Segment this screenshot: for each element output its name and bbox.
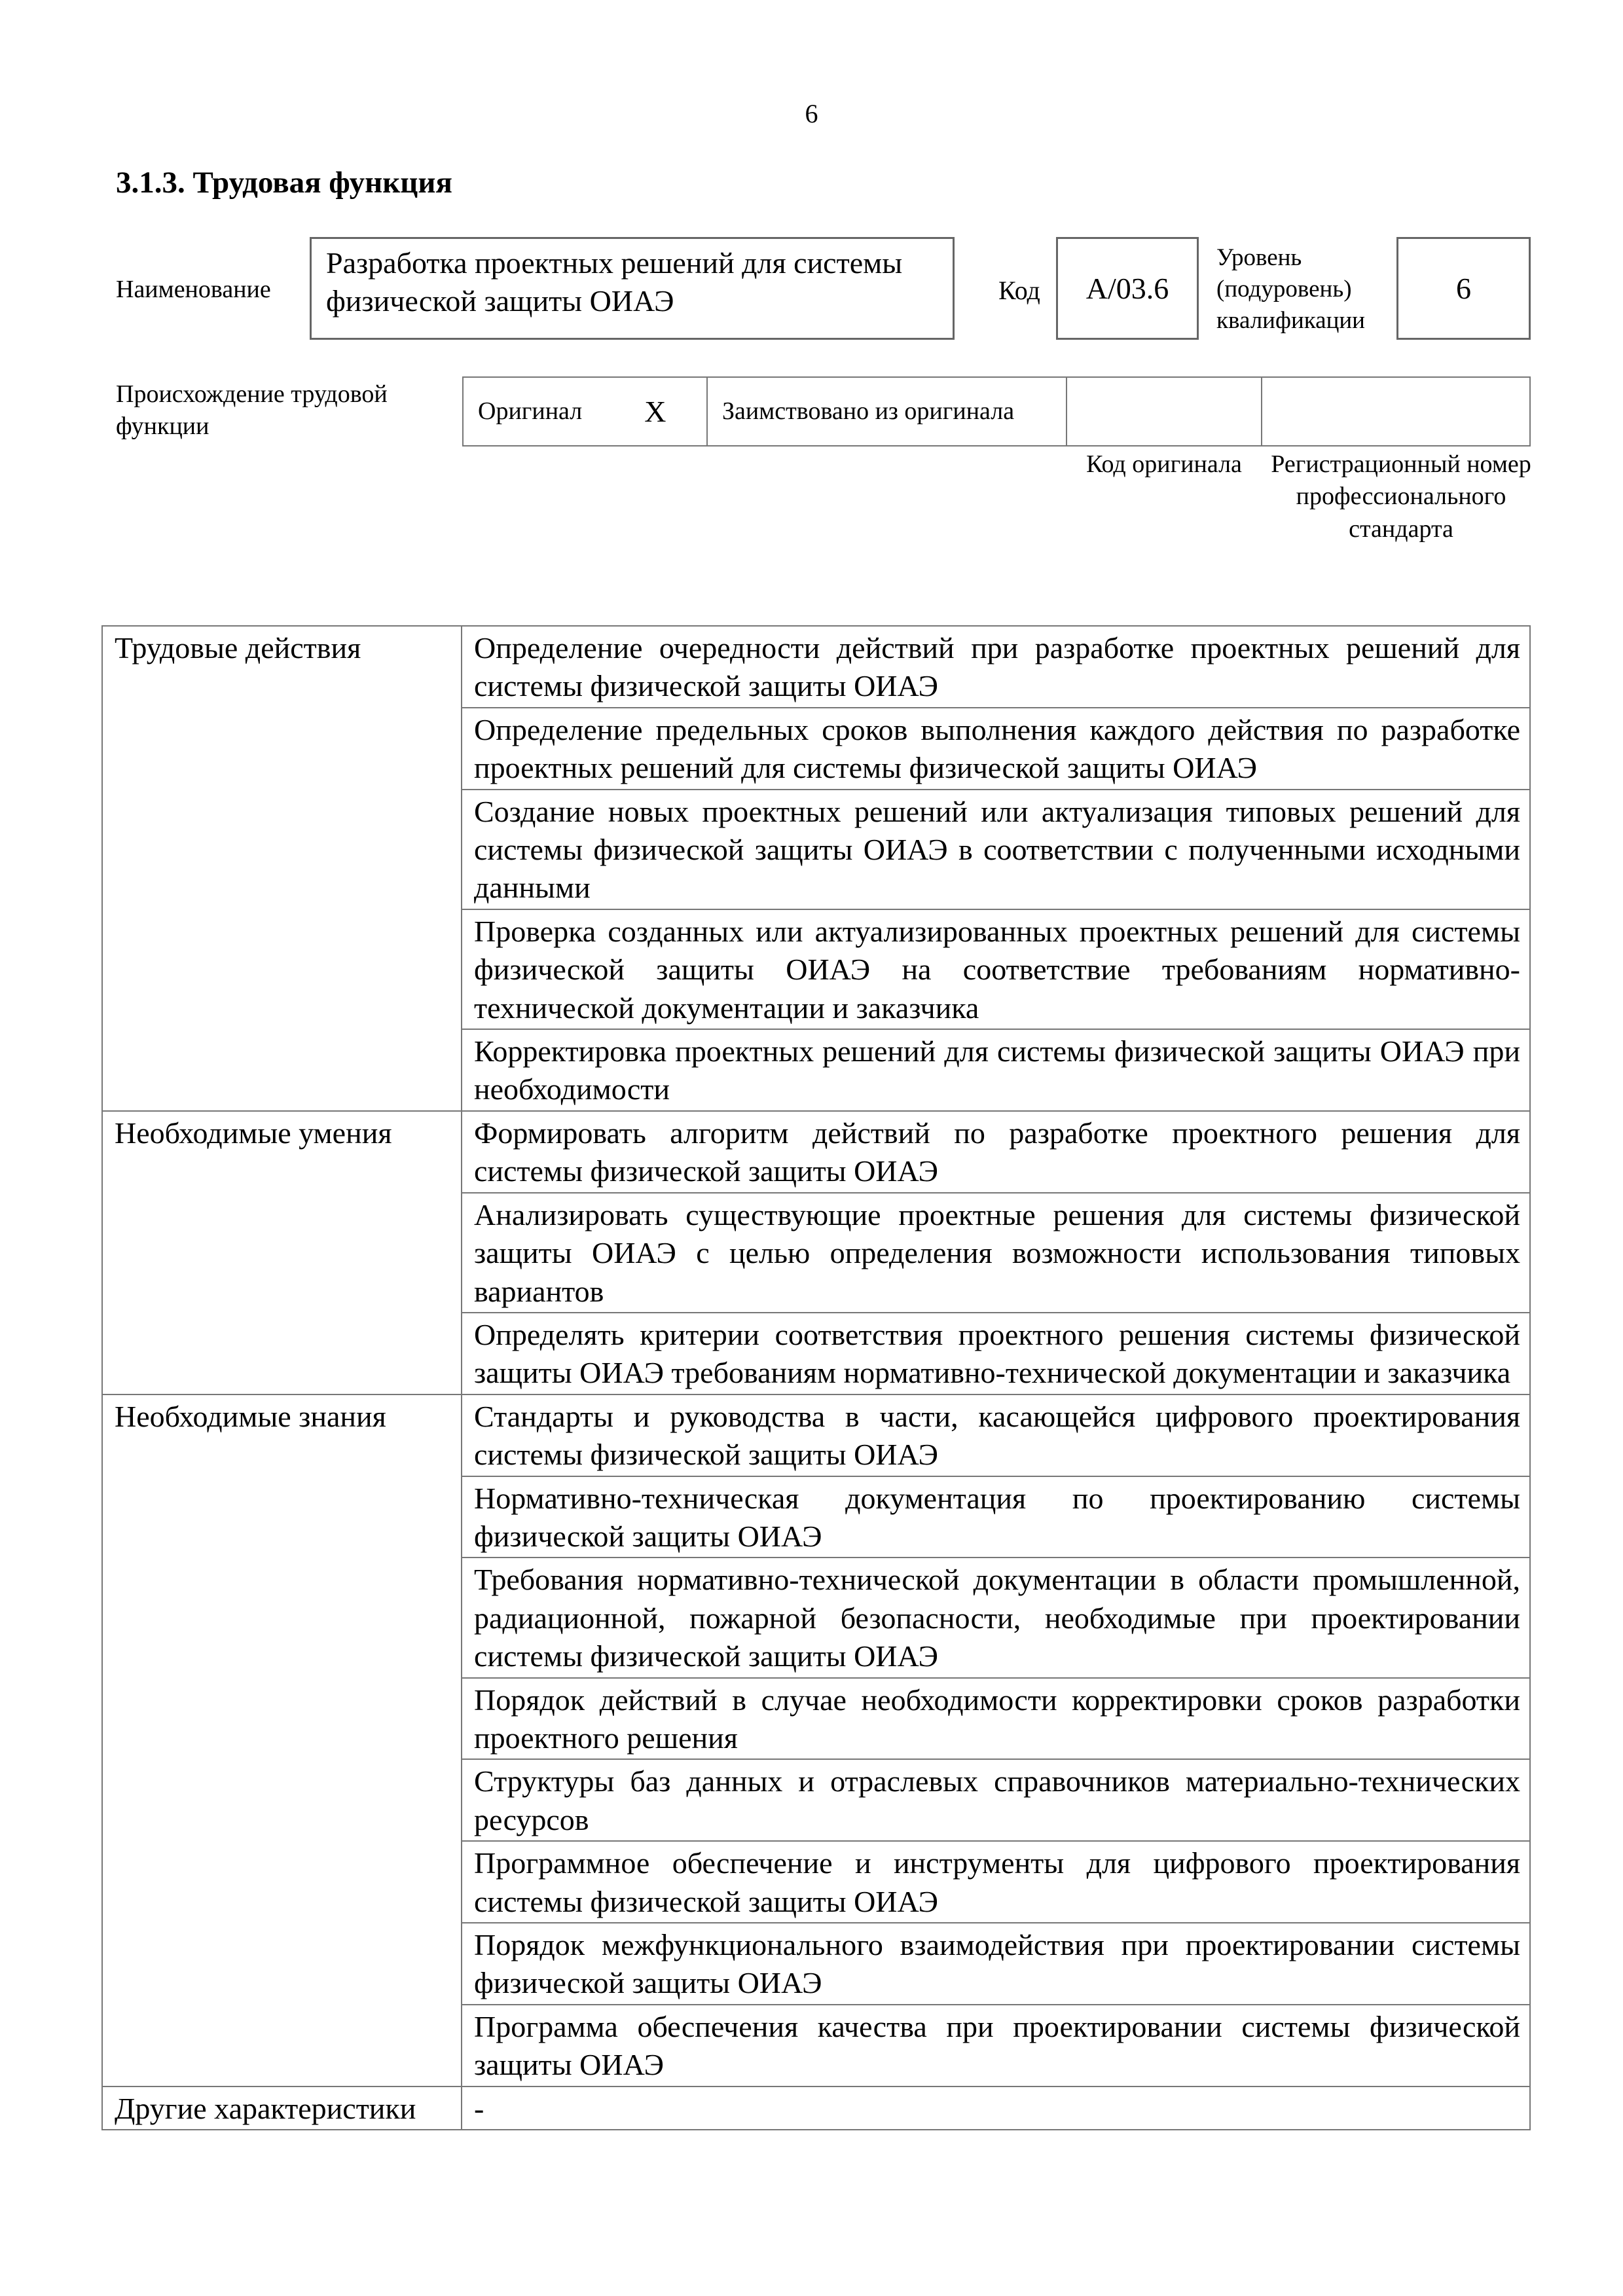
table-row — [102, 1111, 1530, 1193]
table-cell: Порядок действий в случае необходимости корректировки сроков разработки проектного решения — [462, 1678, 1530, 1760]
table-cell: Определение предельных сроков выполнения каждого действия по разработке проектных решений для системы физической защиты ОИАЭ — [462, 708, 1530, 790]
code-original-caption: Код оригинала — [1086, 450, 1242, 478]
level-value-box — [1396, 237, 1531, 340]
page-number: 6 — [805, 99, 818, 128]
section-label: Необходимые умения — [102, 1111, 462, 1394]
code-value: A/03.6 — [1085, 271, 1169, 305]
table-cell: Проверка созданных или актуализированных проектных решений для системы физической защиты ОИАЭ на соответствие требованиям нормативно-технической документации и заказчика — [462, 909, 1530, 1029]
table-cell: Порядок межфункционального взаимодействия при проектировании системы физической защиты ОИАЭ — [462, 1923, 1530, 2005]
function-table — [101, 625, 1531, 2130]
table-cell: Анализировать существующие проектные решения для системы физической защиты ОИАЭ с целью определения возможности использования типовых вариантов — [462, 1193, 1530, 1313]
original-label: Оригинал — [478, 397, 583, 425]
origin-label: Происхождение трудовой функции — [116, 380, 388, 441]
table-row — [102, 2086, 1530, 2130]
code-original-cell — [1066, 376, 1262, 446]
original-cell — [462, 376, 708, 446]
reg-number-cell — [1261, 376, 1531, 446]
level-value: 6 — [1456, 271, 1471, 305]
level-label: Уровень (подуровень) квалификации — [1216, 244, 1365, 335]
table-cell: Создание новых проектных решений или актуализация типовых решений для системы физической защиты ОИАЭ в соответствии с полученными исходными данными — [462, 790, 1530, 909]
name-value-box — [310, 237, 955, 340]
table-cell: - — [462, 2086, 1530, 2130]
table-cell: Корректировка проектных решений для системы физической защиты ОИАЭ при необходимости — [462, 1029, 1530, 1111]
name-label: Наименование — [116, 276, 271, 303]
table-cell: Требования нормативно-технической документации в области промышленной, радиационной, пожарной безопасности, необходимые при проектировании системы физической защиты ОИАЭ — [462, 1558, 1530, 1677]
name-value: Разработка проектных решений для системы физической защиты ОИАЭ — [326, 246, 903, 318]
section-label: Другие характеристики — [102, 2086, 462, 2130]
code-label: Код — [998, 276, 1040, 305]
table-cell: Структуры баз данных и отраслевых справочников материально-технических ресурсов — [462, 1759, 1530, 1841]
table-cell: Определение очередности действий при разработке проектных решений для системы физической защиты ОИАЭ — [462, 626, 1530, 708]
borrowed-label: Заимствовано из оригинала — [722, 397, 1015, 425]
table-row — [102, 626, 1530, 708]
table-cell: Программа обеспечения качества при проектировании системы физической защиты ОИАЭ — [462, 2005, 1530, 2086]
table-row — [102, 1394, 1530, 1476]
table-cell: Программное обеспечение и инструменты для цифрового проектирования системы физической защиты ОИАЭ — [462, 1841, 1530, 1923]
section-label: Трудовые действия — [102, 626, 462, 1111]
table-cell: Стандарты и руководства в части, касающейся цифрового проектирования системы физической защиты ОИАЭ — [462, 1394, 1530, 1476]
borrowed-cell — [706, 376, 1067, 446]
section-title: 3.1.3. Трудовая функция — [116, 166, 452, 200]
table-cell: Нормативно-техническая документация по проектированию системы физической защиты ОИАЭ — [462, 1476, 1530, 1558]
code-value-box — [1056, 237, 1199, 340]
table-cell: Формировать алгоритм действий по разработке проектного решения для системы физической защиты ОИАЭ — [462, 1111, 1530, 1193]
section-label: Необходимые знания — [102, 1394, 462, 2086]
original-mark: X — [644, 394, 666, 428]
table-cell: Определять критерии соответствия проектного решения системы физической защиты ОИАЭ требованиям нормативно-технической документации и заказчика — [462, 1313, 1530, 1394]
reg-number-caption: Регистрационный номер профессионального стандарта — [1271, 450, 1531, 543]
